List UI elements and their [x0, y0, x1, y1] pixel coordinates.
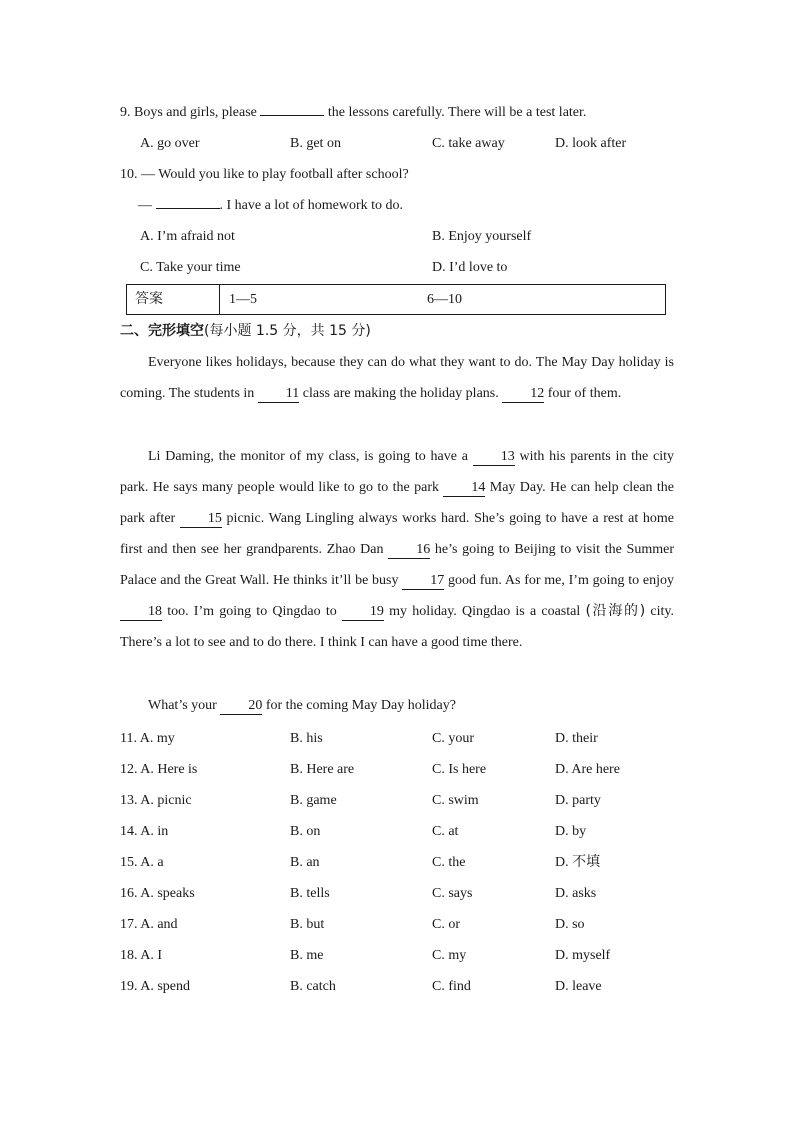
choice-12-option-d[interactable]: D. Are here [555, 762, 620, 777]
choice-14-option-d[interactable]: D. by [555, 824, 587, 839]
reply-text: . I have a lot of homework to do. [219, 198, 404, 213]
choice-17-option-a[interactable]: 17. A. and [120, 917, 178, 932]
choice-19-option-b[interactable]: B. catch [290, 979, 336, 994]
passage-paragraph-1 [120, 347, 674, 409]
choice-16-option-b[interactable]: B. tells [290, 886, 330, 901]
passage-text: city. There’s a lot to see and to do there. I think I can have a good time there. [120, 604, 674, 650]
choice-16-option-d[interactable]: D. asks [555, 886, 597, 901]
choice-15-option-a[interactable]: 15. A. a [120, 855, 164, 870]
q10-option-a[interactable]: A. I’m afraid not [140, 229, 235, 244]
choice-18-option-a[interactable]: 18. A. I [120, 948, 162, 963]
cloze-blank-12[interactable]: 12 [502, 386, 544, 403]
passage-text: too. I’m going to Qingdao to [162, 604, 342, 619]
choice-15-option-d[interactable]: D. 不填 [555, 855, 601, 870]
passage-text: for the coming May Day holiday? [262, 698, 456, 713]
choice-14-option-b[interactable]: B. on [290, 824, 321, 839]
section-title: 二、完形填空 [120, 323, 204, 339]
choice-17-option-d[interactable]: D. so [555, 917, 585, 932]
passage-text: class are making the holiday plans. [299, 386, 503, 401]
passage-text: picnic. Wang Lingling always works hard. She’s going to have a rest at home first and then see her grandparents. Zhao Dan [120, 511, 674, 557]
q9-option-a[interactable]: A. go over [140, 136, 200, 151]
choice-15-option-b[interactable]: B. an [290, 855, 320, 870]
q10-option-b[interactable]: B. Enjoy yourself [432, 229, 532, 244]
choice-11-option-a[interactable]: 11. A. my [120, 731, 175, 746]
answer-table-label: 答案 [135, 291, 163, 307]
answer-table-divider [219, 285, 220, 314]
answer-blank[interactable] [260, 115, 324, 116]
cloze-blank-15[interactable]: 15 [180, 511, 222, 528]
choice-13-option-b[interactable]: B. game [290, 793, 337, 808]
q9-stem-after: the lessons carefully. There will be a test later. [327, 105, 587, 120]
passage-text: Everyone likes holidays, because they can do what they want to do. The May Day holiday is coming. The students in [120, 355, 674, 401]
cloze-blank-13[interactable]: 13 [473, 449, 515, 466]
choice-11-option-c[interactable]: C. your [432, 731, 474, 746]
choice-18-option-c[interactable]: C. my [432, 948, 467, 963]
reply-dash: — [138, 198, 152, 213]
question-10-stem: 10. — Would you like to play football after school? [120, 167, 409, 182]
q9-option-c[interactable]: C. take away [432, 136, 505, 151]
cloze-blank-14[interactable]: 14 [443, 480, 485, 497]
choice-18-option-b[interactable]: B. me [290, 948, 324, 963]
choice-12-option-b[interactable]: B. Here are [290, 762, 355, 777]
q9-option-d[interactable]: D. look after [555, 136, 627, 151]
q10-option-c[interactable]: C. Take your time [140, 260, 241, 275]
q9-option-b[interactable]: B. get on [290, 136, 341, 151]
q9-stem-before: 9. Boys and girls, please [120, 105, 257, 120]
choice-18-option-d[interactable]: D. myself [555, 948, 611, 963]
passage-text: Li Daming, the monitor of my class, is going to have a [148, 449, 473, 464]
cloze-blank-16[interactable]: 16 [388, 542, 430, 559]
passage-text: good fun. As for me, I’m going to enjoy [444, 573, 674, 588]
passage-text: four of them. [544, 386, 622, 401]
choice-13-option-d[interactable]: D. party [555, 793, 601, 808]
passage-text: with his parents in the city park. He says many people would like to go to the park [120, 449, 674, 495]
passage-paragraph-2 [120, 441, 674, 658]
choice-19-option-c[interactable]: C. find [432, 979, 471, 994]
choice-11-option-b[interactable]: B. his [290, 731, 323, 746]
passage-text: he’s going to Beijing to visit the Summer Palace and the Great Wall. He thinks it’ll be busy [120, 542, 674, 588]
cloze-blank-19[interactable]: 19 [342, 604, 384, 621]
choice-16-option-c[interactable]: C. says [432, 886, 473, 901]
choice-11-option-d[interactable]: D. their [555, 731, 598, 746]
passage-text: What’s your [148, 698, 221, 713]
cloze-blank-20[interactable]: 20 [220, 698, 262, 715]
answer-range-1-5[interactable]: 1—5 [229, 292, 257, 307]
gloss-note: (沿海的) [585, 603, 646, 619]
choice-16-option-a[interactable]: 16. A. speaks [120, 886, 195, 901]
choice-19-option-d[interactable]: D. leave [555, 979, 602, 994]
answer-table [126, 284, 666, 315]
answer-range-6-10[interactable]: 6—10 [427, 292, 462, 307]
choice-17-option-c[interactable]: C. or [432, 917, 460, 932]
choice-19-option-a[interactable]: 19. A. spend [120, 979, 190, 994]
cloze-blank-18[interactable]: 18 [120, 604, 162, 621]
q10-option-d[interactable]: D. I’d love to [432, 260, 508, 275]
choice-14-option-a[interactable]: 14. A. in [120, 824, 169, 839]
section-score-note: (每小题 1.5 分，共 15 分) [204, 323, 371, 339]
section-heading [120, 322, 371, 341]
cloze-blank-11[interactable]: 11 [258, 386, 299, 403]
answer-blank[interactable] [156, 208, 220, 209]
choice-14-option-c[interactable]: C. at [432, 824, 459, 839]
cloze-blank-17[interactable]: 17 [402, 573, 444, 590]
question-10-reply [138, 197, 403, 215]
choice-15-option-c[interactable]: C. the [432, 855, 466, 870]
choice-13-option-a[interactable]: 13. A. picnic [120, 793, 192, 808]
question-9-stem [120, 104, 586, 122]
passage-text: my holiday. Qingdao is a coastal [383, 604, 586, 619]
choice-12-option-a[interactable]: 12. A. Here is [120, 762, 198, 777]
choice-13-option-c[interactable]: C. swim [432, 793, 479, 808]
choice-17-option-b[interactable]: B. but [290, 917, 325, 932]
choice-12-option-c[interactable]: C. Is here [432, 762, 487, 777]
passage-paragraph-3 [120, 690, 674, 721]
passage-text: May Day. He can help clean the park after [120, 480, 674, 526]
